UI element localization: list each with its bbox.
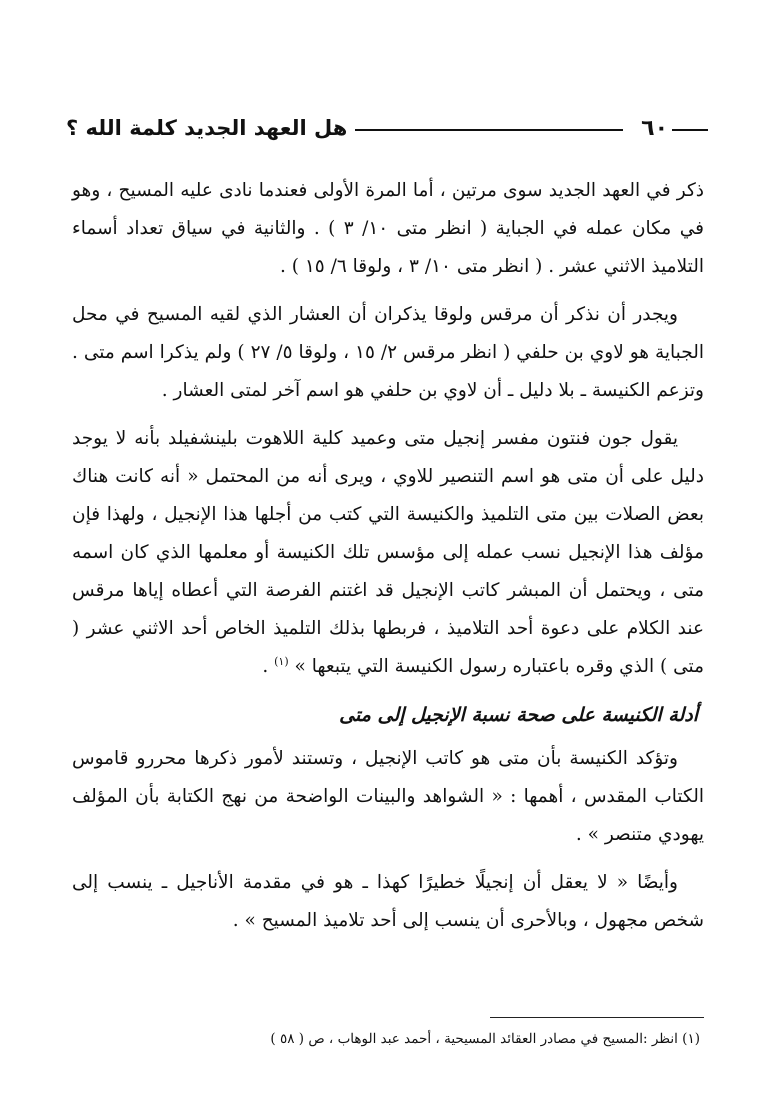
header-rule (355, 129, 623, 131)
paragraph-5: وأيضًا « لا يعقل أن إنجيلًا خطيرًا كهذا ـ هو في مقدمة الأناجيل ـ ينسب إلى شخص مجهول ، وبالأحرى أن ينسب إلى أحد تلاميذ المسيح » . (72, 872, 704, 931)
paragraph-3-text: يقول جون فنتون مفسر إنجيل متى وعميد كلية اللاهوت بلينشفيلد بأنه لا يوجد دليل على أن متى هو اسم التنصير للاوي ، ويرى أنه من المحتمل « أنه كانت هناك بعض الصلات بين متى التلميذ والكنيسة التي كتب من أجلها هذا الإنجيل ، ولهذا فإن مؤلف هذا الإنجيل نسب عمله إلى مؤسس تلك الكنيسة أو معلمها الذي كان اسمه متى ، ويحتمل أن المبشر كاتب الإنجيل قد اغتنم الفرصة التي أعطاه إياها مرقس عند الكلام على دعوة أحد التلاميذ ، فربطها بذلك التلميذ الخاص أحد الاثني عشر ( متى ) الذي وقره باعتباره رسول الكنيسة التي يتبعها » (72, 428, 704, 677)
header-dash (672, 129, 708, 131)
paragraph-1: ذكر في العهد الجديد سوى مرتين ، أما المرة الأولى فعندما نادى عليه المسيح ، وهو في مكان عمله في الجباية ( انظر متى ١٠/ ٣ ) . والثانية في سياق تعداد أسماء التلاميذ الاثني عشر . ( انظر متى ١٠/ ٣ ، ولوقا ٦/ ١٥ ) . (72, 180, 704, 277)
footnote: (١) انظر :المسيح في مصادر العقائد المسيحية ، أحمد عبد الوهاب ، ص ( ٥٨ ) (270, 1031, 700, 1047)
footnote-reference: (١) (274, 654, 289, 668)
running-title: هل العهد الجديد كلمة الله ؟ (66, 116, 348, 140)
footnote-rule (490, 1017, 704, 1018)
paragraph-4: وتؤكد الكنيسة بأن متى هو كاتب الإنجيل ، وتستند لأمور ذكرها محررو قاموس الكتاب المقدس ، أهمها : « الشواهد والبينات الواضحة من نهج الكتابة بأن المؤلف يهودي متنصر » . (72, 748, 704, 845)
body-text (72, 172, 704, 950)
page-number: ٦٠ (641, 115, 668, 141)
paragraph-3-end: . (262, 656, 275, 677)
paragraph-3 (72, 420, 704, 686)
paragraph-2: ويجدر أن نذكر أن مرقس ولوقا يذكران أن العشار الذي لقيه المسيح في محل الجباية هو لاوي بن حلفي ( انظر مرقس ٢/ ١٥ ، ولوقا ٥/ ٢٧ ) ولم يذكرا اسم متى . وتزعم الكنيسة ـ بلا دليل ـ أن لاوي بن حلفي هو اسم آخر لمتى العشار . (72, 304, 704, 401)
page-header (66, 108, 708, 148)
section-heading: أدلة الكنيسة على صحة نسبة الإنجيل إلى متى (339, 704, 698, 726)
